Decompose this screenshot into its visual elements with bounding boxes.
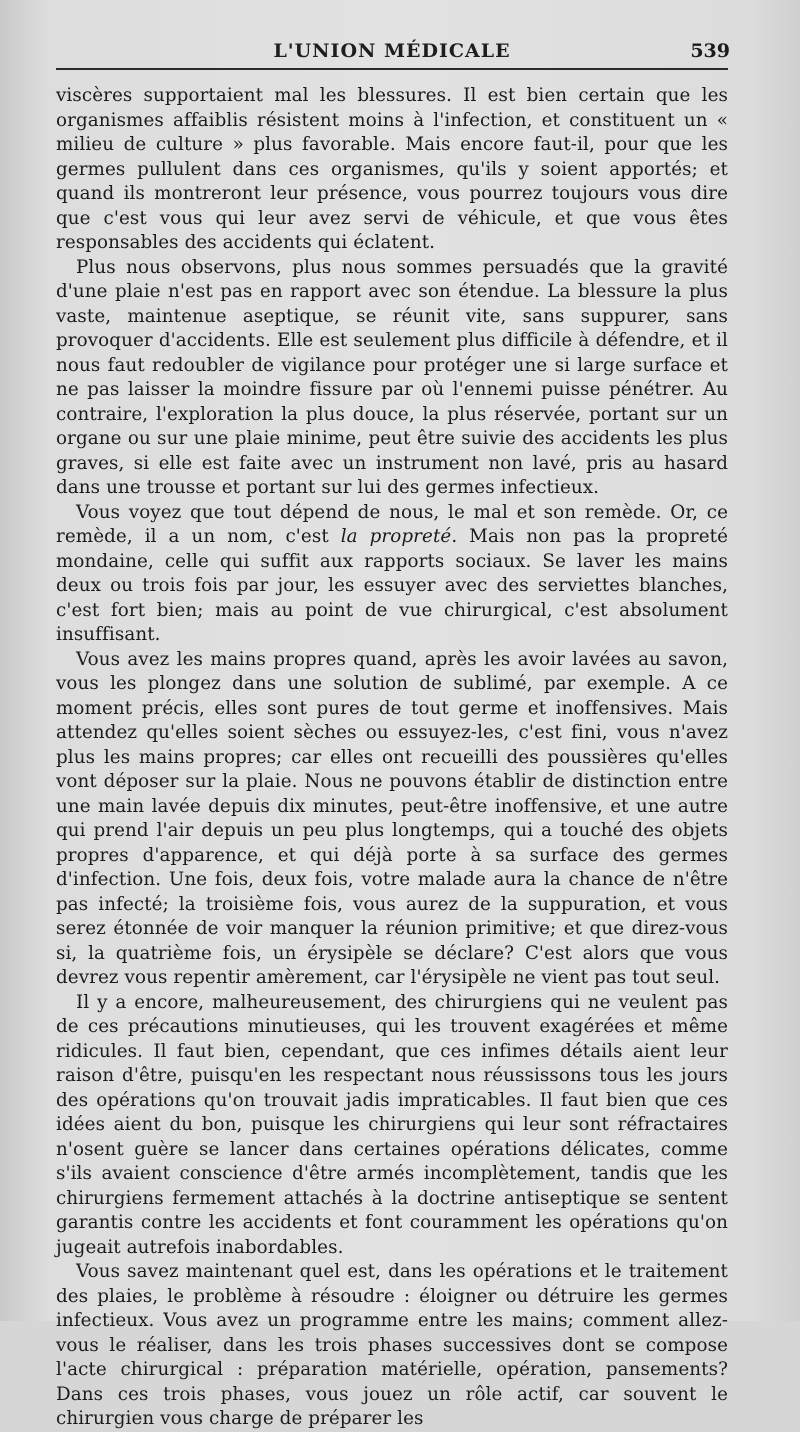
paragraph-5: Il y a encore, malheureusement, des chirurgiens qui ne veulent pas de ces précautions minutieuses, qui les trouvent exagérées et même ridicules. Il faut bien, cependant, que ces infimes détails aient leur raison d'être, puisqu'en les respectant nous réussissons tous les jours des opérations qu'on trouvait jadis impraticables. Il faut bien que ces idées aient du bon, puisque les chirurgiens qui leur sont réfractaires n'osent guère se lancer dans certaines opérations délicates, comme s'ils avaient conscience d'être armés incomplètement, tandis que les chirurgiens fermement attachés à la doctrine antiseptique se sentent garantis contre les accidents et font couramment les opérations qu'on jugeait autrefois inabordables. [56, 991, 728, 1258]
paragraph-1: viscères supportaient mal les blessures. Il est bien certain que les organismes affaiblis résistent moins à l'infection, et constituent un « milieu de culture » plus favorable. Mais encore faut-il, pour que les germes pullulent dans ces organismes, qu'ils y soient apportés; et quand ils montreront leur présence, vous pourrez toujours vous dire que c'est vous qui leur avez servi de véhicule, et que vous êtes responsables des accidents qui éclatent. [56, 85, 728, 253]
page-number: 539 [690, 40, 730, 62]
header-rule [56, 68, 728, 70]
paragraph-2: Plus nous observons, plus nous sommes persuadés que la gravité d'une plaie n'est pas en rapport avec son étendue. La blessure la plus vaste, maintenue aseptique, se réunit vite, sans suppurer, sans provoquer d'accidents. Elle est seulement plus difficile à défendre, et il nous faut redoubler de vigilance pour protéger une si large surface et ne pas laisser la moindre fissure par où l'ennemi puisse pénétrer. Au contraire, l'exploration la plus douce, la plus réservée, portant sur un organe ou sur une plaie minime, peut être suivie des accidents les plus graves, si elle est faite avec un instrument non lavé, pris au hasard dans une trousse et portant sur lui des germes infectieux. [56, 256, 728, 498]
paragraph-3 [56, 501, 728, 648]
paragraph-3-emphasis: la propreté [340, 526, 452, 547]
page-header [56, 28, 728, 66]
running-title: L'UNION MÉDICALE [273, 40, 511, 62]
paragraph-3-text-before: Vous voyez que tout dépend de nous, le mal et son remède. Or, ce remède, il a un nom, c'est [56, 501, 728, 547]
paragraph-4: Vous avez les mains propres quand, après les avoir lavées au savon, vous les plongez dans une solution de sublimé, par exemple. A ce moment précis, elles sont pures de tout germe et inoffensives. Mais attendez qu'elles soient sèches ou essuyez-les, c'est fini, vous n'avez plus les mains propres; car elles ont recueilli des poussières qu'elles vont déposer sur la plaie. Nous ne pouvons établir de distinction entre une main lavée depuis dix minutes, peut-être inoffensive, et une autre qui prend l'air depuis un peu plus longtemps, qui a touché des objets propres d'apparence, et qui déjà porte à sa surface des germes d'infection. Une fois, deux fois, votre malade aura la chance de n'être pas infecté; la troisième fois, vous aurez de la suppuration, et vous serez étonnée de voir manquer la réunion primitive; et que direz-vous si, la quatrième fois, un érysipèle se déclare? C'est alors que vous devrez vous repentir amèrement, car l'érysipèle ne vient pas tout seul. [56, 648, 728, 988]
paragraph-6: Vous savez maintenant quel est, dans les opérations et le traitement des plaies, le problème à résoudre : éloigner ou détruire les germes infectieux. Vous avez un programme entre les mains; comment allez-vous le réaliser, dans les trois phases successives dont se compose l'acte chirurgical : préparation matérielle, opération, pansements? Dans ces trois phases, vous jouez un rôle actif, car souvent le chirurgien vous charge de préparer les [56, 1261, 728, 1429]
paragraph-3-text-after: . Mais non pas la propreté mondaine, celle qui suffit aux rapports sociaux. Se laver les mains deux ou trois fois par jour, les essuyer avec des serviettes blanches, c'est fort bien; mais au point de vue chirurgical, c'est absolument insuffisant. [56, 526, 728, 645]
body-text [56, 84, 728, 1432]
